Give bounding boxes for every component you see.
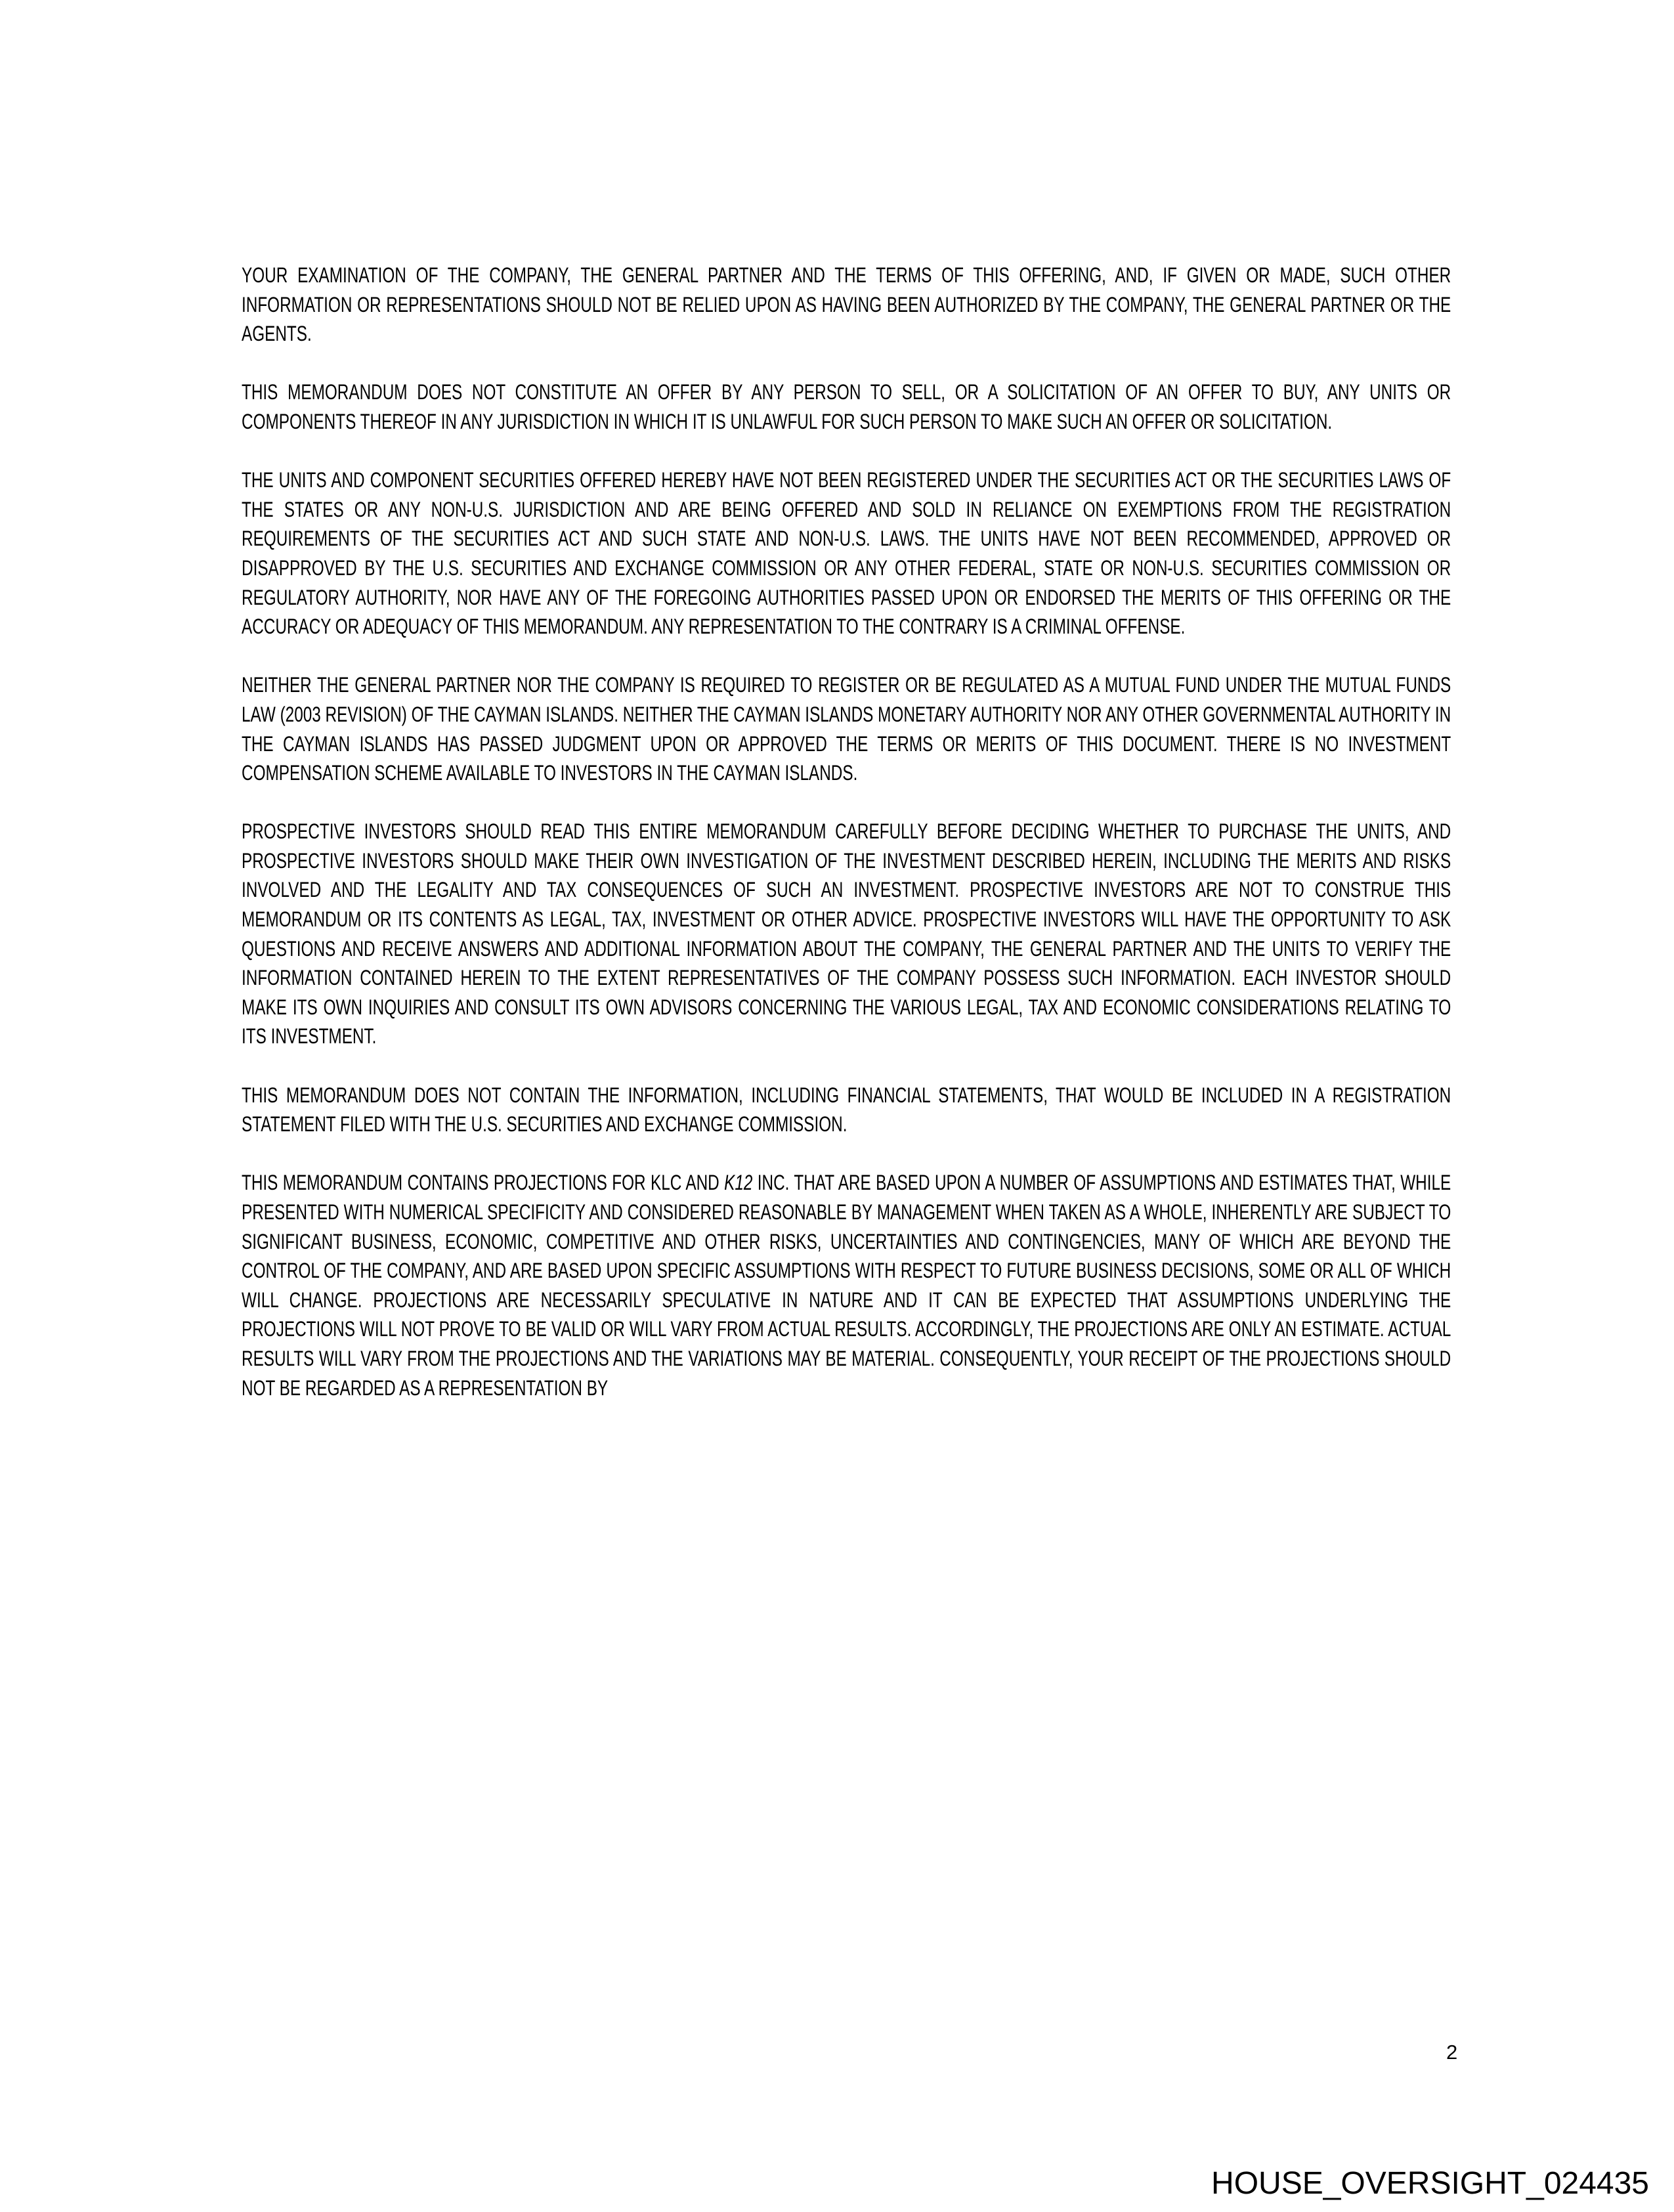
page-number: 2 [1446,2041,1458,2064]
paragraph-examination: YOUR EXAMINATION OF THE COMPANY, THE GENERAL PARTNER AND THE TERMS OF THIS OFFERING, AND, IF GIVEN OR MADE, SUCH OTHER INFORMATION OR REPRESENTATIONS SHOULD NOT BE RELIED UPON AS HAVING BEEN AUTHORIZED BY THE COMPANY, THE GENERAL PARTNER OR THE AGENTS. [242,263,1451,346]
projections-text-start: THIS MEMORANDUM CONTAINS PROJECTIONS FOR KLC AND [242,1171,725,1195]
document-body [242,261,1451,1432]
projections-text-rest: INC. THAT ARE BASED UPON A NUMBER OF ASSUMPTIONS AND ESTIMATES THAT, WHILE PRESENTED WITH NUMERICAL SPECIFICITY AND CONSIDERED REASONABLE BY MANAGEMENT WHEN TAKEN AS A WHOLE, INHERENTLY ARE SUBJECT TO SIGNIFICANT BUSINESS, ECONOMIC, COMPETITIVE AND OTHER RISKS, UNCERTAINTIES AND CONTINGENCIES, MANY OF WHICH ARE BEYOND THE CONTROL OF THE COMPANY, AND ARE BASED UPON SPECIFIC ASSUMPTIONS WITH RESPECT TO FUTURE BUSINESS DECISIONS, SOME OR ALL OF WHICH WILL CHANGE. PROJECTIONS ARE NECESSARILY SPECULATIVE IN NATURE AND IT CAN BE EXPECTED THAT ASSUMPTIONS UNDERLYING THE PROJECTIONS WILL NOT PROVE TO BE VALID OR WILL VARY FROM ACTUAL RESULTS. ACCORDINGLY, THE PROJECTIONS ARE ONLY AN ESTIMATE. ACTUAL RESULTS WILL VARY FROM THE PROJECTIONS AND THE VARIATIONS MAY BE MATERIAL. CONSEQUENTLY, YOUR RECEIPT OF THE PROJECTIONS SHOULD NOT BE REGARDED AS A REPRESENTATION BY [242,1171,1451,1400]
projections-k12-italic: K12 [724,1171,753,1195]
paragraph-no-offer: THIS MEMORANDUM DOES NOT CONSTITUTE AN OFFER BY ANY PERSON TO SELL, OR A SOLICITATION OF AN OFFER TO BUY, ANY UNITS OR COMPONENTS THEREOF IN ANY JURISDICTION IN WHICH IT IS UNLAWFUL FOR SUCH PERSON TO MAKE SUCH AN OFFER OR SOLICITATION. [242,380,1451,433]
bates-footer: HOUSE_OVERSIGHT_024435 [1211,2166,1649,2201]
paragraph-mutual-fund: NEITHER THE GENERAL PARTNER NOR THE COMPANY IS REQUIRED TO REGISTER OR BE REGULATED AS A MUTUAL FUND UNDER THE MUTUAL FUNDS LAW (2003 REVISION) OF THE CAYMAN ISLANDS. NEITHER THE CAYMAN ISLANDS MONETARY AUTHORITY NOR ANY OTHER GOVERNMENTAL AUTHORITY IN THE CAYMAN ISLANDS HAS PASSED JUDGMENT UPON OR APPROVED THE TERMS OR MERITS OF THIS DOCUMENT. THERE IS NO INVESTMENT COMPENSATION SCHEME AVAILABLE TO INVESTORS IN THE CAYMAN ISLANDS. [242,673,1451,785]
paragraph-financial-statements: THIS MEMORANDUM DOES NOT CONTAIN THE INFORMATION, INCLUDING FINANCIAL STATEMENTS, THAT WOULD BE INCLUDED IN A REGISTRATION STATEMENT FILED WITH THE U.S. SECURITIES AND EXCHANGE COMMISSION. [242,1083,1451,1137]
paragraph-prospective-investors: PROSPECTIVE INVESTORS SHOULD READ THIS ENTIRE MEMORANDUM CAREFULLY BEFORE DECIDING WHETHER TO PURCHASE THE UNITS, AND PROSPECTIVE INVESTORS SHOULD MAKE THEIR OWN INVESTIGATION OF THE INVESTMENT DESCRIBED HEREIN, INCLUDING THE MERITS AND RISKS INVOLVED AND THE LEGALITY AND TAX CONSEQUENCES OF SUCH AN INVESTMENT. PROSPECTIVE INVESTORS ARE NOT TO CONSTRUE THIS MEMORANDUM OR ITS CONTENTS AS LEGAL, TAX, INVESTMENT OR OTHER ADVICE. PROSPECTIVE INVESTORS WILL HAVE THE OPPORTUNITY TO ASK QUESTIONS AND RECEIVE ANSWERS AND ADDITIONAL INFORMATION ABOUT THE COMPANY, THE GENERAL PARTNER AND THE UNITS TO VERIFY THE INFORMATION CONTAINED HEREIN TO THE EXTENT REPRESENTATIVES OF THE COMPANY POSSESS SUCH INFORMATION. EACH INVESTOR SHOULD MAKE ITS OWN INQUIRIES AND CONSULT ITS OWN ADVISORS CONCERNING THE VARIOUS LEGAL, TAX AND ECONOMIC CONSIDERATIONS RELATING TO ITS INVESTMENT. [242,819,1451,1049]
paragraph-projections [242,1168,1451,1402]
paragraph-not-registered: THE UNITS AND COMPONENT SECURITIES OFFERED HEREBY HAVE NOT BEEN REGISTERED UNDER THE SECURITIES ACT OR THE SECURITIES LAWS OF THE STATES OR ANY NON-U.S. JURISDICTION AND ARE BEING OFFERED AND SOLD IN RELIANCE ON EXEMPTIONS FROM THE REGISTRATION REQUIREMENTS OF THE SECURITIES ACT AND SUCH STATE AND NON-U.S. LAWS. THE UNITS HAVE NOT BEEN RECOMMENDED, APPROVED OR DISAPPROVED BY THE U.S. SECURITIES AND EXCHANGE COMMISSION OR ANY OTHER FEDERAL, STATE OR NON-U.S. SECURITIES COMMISSION OR REGULATORY AUTHORITY, NOR HAVE ANY OF THE FOREGOING AUTHORITIES PASSED UPON OR ENDORSED THE MERITS OF THIS OFFERING OR THE ACCURACY OR ADEQUACY OF THIS MEMORANDUM. ANY REPRESENTATION TO THE CONTRARY IS A CRIMINAL OFFENSE. [242,468,1451,639]
